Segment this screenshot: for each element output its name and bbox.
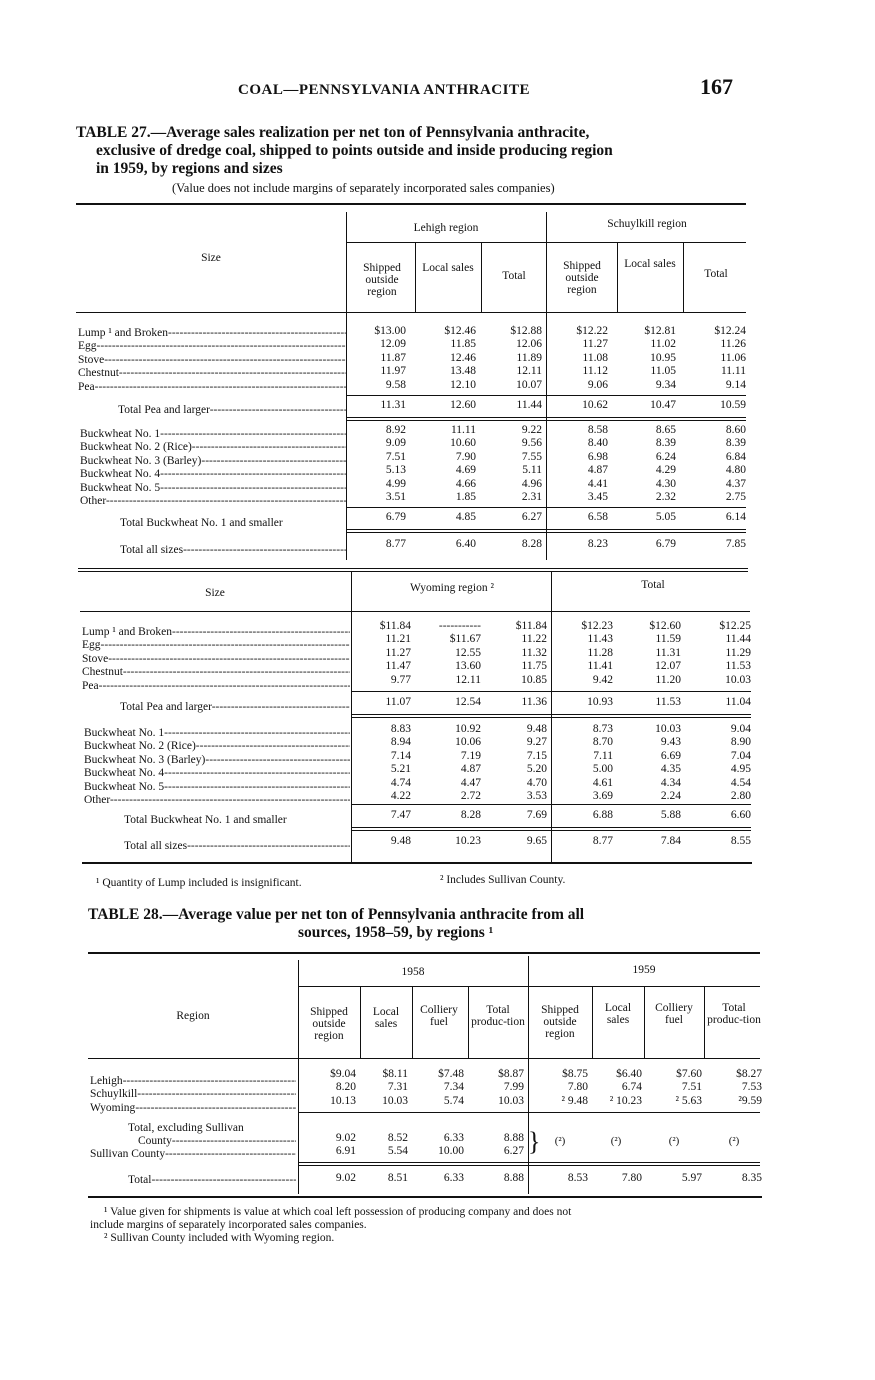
- value-cell: 6.33: [443, 1172, 464, 1184]
- value-cell: 8.65 8.39 6.24 4.29 4.30 2.32: [655, 424, 676, 504]
- row-label-county: County -----: [138, 1135, 296, 1148]
- rule: [415, 243, 416, 312]
- rule: [412, 987, 413, 1058]
- row-label: Lehigh -----: [90, 1075, 296, 1088]
- value-cell: 12.60: [450, 399, 476, 411]
- row-label: Buckwheat No. 2 (Rice) -----: [80, 441, 346, 454]
- row-label: Lump ¹ and Broken -----: [82, 626, 350, 639]
- value-cell: 10.47: [650, 399, 676, 411]
- row-label-excl-sullivan: Total, excluding Sullivan: [128, 1122, 244, 1134]
- value-cell: 10.62: [582, 399, 608, 411]
- rule: [351, 804, 751, 805]
- rule: [592, 987, 593, 1058]
- value-cell: 6.27: [521, 511, 542, 523]
- region-header: Region: [176, 1010, 210, 1022]
- value-cell: 9.48 9.27 7.15 5.20 4.70 3.53: [526, 723, 547, 803]
- value-cell: 6.79: [385, 511, 406, 523]
- rule: [644, 987, 645, 1058]
- value-cell: 10.92 10.06 7.19 4.87 4.47 2.72: [455, 723, 481, 803]
- row-labels: [82, 626, 350, 693]
- value-cell: $12.46 11.85 12.46 13.48 12.10: [444, 325, 476, 391]
- value-cell: 11.31: [380, 399, 406, 411]
- value-cell: 8.88: [503, 1172, 524, 1184]
- value-cell: 8.88 6.27: [503, 1132, 524, 1158]
- value-cell: $8.87 7.99 10.03: [498, 1068, 524, 1107]
- rule: [76, 312, 746, 313]
- table28-footnote1-line1: ¹ Value given for shipments is value at which coal left possession of producing company and does not: [104, 1206, 572, 1218]
- value-cell: 7.47: [390, 809, 411, 821]
- rule: [88, 952, 760, 954]
- value-cell: 9.48: [390, 835, 411, 847]
- value-cell: 7.84: [660, 835, 681, 847]
- rule: [88, 1196, 762, 1198]
- value-cell: 7.85: [725, 538, 746, 550]
- value-cell: 11.36: [521, 696, 547, 708]
- rule: [351, 717, 751, 718]
- rule: [704, 987, 705, 1058]
- value-cell: 8.77: [592, 835, 613, 847]
- row-label: Buckwheat No. 1 -----: [80, 428, 346, 441]
- rule: [528, 956, 529, 1194]
- rule: [76, 203, 746, 205]
- total-header: Total: [641, 579, 665, 591]
- row-label-sullivan: Sullivan County -----: [90, 1148, 296, 1161]
- value-cell: $12.88 12.06 11.89 12.11 10.07: [510, 325, 542, 391]
- value-cell: ----------- $11.67 12.55 13.60 12.11: [438, 620, 481, 686]
- row-label: Pea -----: [82, 680, 350, 693]
- value-cell: $12.22 11.27 11.08 11.12 9.06: [576, 325, 608, 391]
- row-labels: [78, 327, 346, 394]
- value-cell: 6.14: [725, 511, 746, 523]
- value-cell: 6.79: [655, 538, 676, 550]
- rule: [78, 571, 748, 572]
- row-label: Stove -----: [82, 653, 350, 666]
- row-label: Egg -----: [82, 639, 350, 652]
- row-label-total-pea: Total Pea and larger -----: [118, 404, 346, 417]
- row-label-total-all: Total all sizes -----: [120, 544, 346, 557]
- value-cell: $7.60 7.51 ² 5.63: [675, 1068, 702, 1107]
- row-label: Buckwheat No. 3 (Barley) -----: [84, 754, 350, 767]
- row-label: Schuylkill -----: [90, 1088, 296, 1101]
- value-cell: $7.48 7.34 5.74: [438, 1068, 464, 1107]
- value-cell: $11.84 11.22 11.32 11.75 10.85: [515, 620, 547, 686]
- value-cell: $8.11 7.31 10.03: [382, 1068, 408, 1107]
- table27-title-line2: exclusive of dredge coal, shipped to points outside and inside producing region: [96, 142, 613, 159]
- value-cell: 10.59: [720, 399, 746, 411]
- row-label: Other -----: [84, 794, 350, 807]
- rule: [346, 417, 746, 418]
- running-head: COAL—PENNSYLVANIA ANTHRACITE: [238, 82, 530, 98]
- table27-subtitle: (Value does not include margins of separately incorporated sales companies): [172, 181, 555, 195]
- col-header: Total produc-tion: [707, 1002, 761, 1026]
- size-header: Size: [201, 252, 221, 264]
- value-cell: $6.40 6.74 ² 10.23: [609, 1068, 642, 1107]
- value-cell: 6.58: [587, 511, 608, 523]
- row-label: Other -----: [80, 495, 346, 508]
- rule: [346, 529, 746, 530]
- value-cell: 6.88: [592, 809, 613, 821]
- col-header: Total: [502, 270, 526, 282]
- rule: [298, 1112, 760, 1113]
- rule: [346, 420, 746, 421]
- value-cell: (²): [668, 1135, 680, 1147]
- value-cell: 5.97: [681, 1172, 702, 1184]
- table28-title-line2: sources, 1958–59, by regions ¹: [298, 924, 494, 941]
- rule: [346, 242, 746, 243]
- value-cell: 8.55: [730, 835, 751, 847]
- col-header: Local sales: [372, 1006, 400, 1030]
- value-cell: 10.93: [587, 696, 613, 708]
- rule: [298, 1165, 760, 1166]
- row-label: Wyoming -----: [90, 1102, 296, 1115]
- value-cell: $9.04 8.20 10.13: [330, 1068, 356, 1107]
- col-header: Local sales: [624, 258, 676, 270]
- rule: [481, 243, 482, 312]
- table27-footnote1: ¹ Quantity of Lump included is insignificant.: [96, 877, 302, 889]
- value-cell: $13.00 12.09 11.87 11.97 9.58: [374, 325, 406, 391]
- rule: [351, 827, 751, 828]
- value-cell: 11.44: [516, 399, 542, 411]
- rule: [468, 987, 469, 1058]
- value-cell: 8.58 8.40 6.98 4.87 4.41 3.45: [587, 424, 608, 504]
- row-label-total-all: Total all sizes -----: [124, 840, 350, 853]
- row-label: Buckwheat No. 4 -----: [80, 468, 346, 481]
- row-label-total-bw: Total Buckwheat No. 1 and smaller: [124, 814, 287, 826]
- value-cell: 9.02 6.91: [335, 1132, 356, 1158]
- brace: }: [528, 1127, 541, 1156]
- value-cell: 8.23: [587, 538, 608, 550]
- value-cell: 12.54: [455, 696, 481, 708]
- col-header: Shipped outside region: [310, 1006, 348, 1042]
- rule: [78, 568, 748, 569]
- rule: [351, 714, 751, 715]
- row-label-total-pea: Total Pea and larger -----: [120, 701, 350, 714]
- rule: [351, 830, 751, 831]
- rule: [346, 395, 746, 396]
- value-cell: $12.25 11.44 11.29 11.53 10.03: [719, 620, 751, 686]
- value-cell: 7.80: [621, 1172, 642, 1184]
- row-label: Buckwheat No. 1 -----: [84, 727, 350, 740]
- rule: [551, 572, 552, 864]
- value-cell: 8.28: [521, 538, 542, 550]
- col-header: Shipped outside region: [363, 262, 401, 298]
- value-cell: 9.22 9.56 7.55 5.11 4.96 2.31: [521, 424, 542, 504]
- value-cell: 6.60: [730, 809, 751, 821]
- rule: [298, 986, 760, 987]
- row-label-total-bw: Total Buckwheat No. 1 and smaller: [120, 517, 283, 529]
- value-cell: 9.02: [335, 1172, 356, 1184]
- rule: [351, 691, 751, 692]
- table28-footnote2: ² Sullivan County included with Wyoming region.: [104, 1232, 335, 1244]
- col-header: Shipped outside region: [541, 1004, 579, 1040]
- table28-title-line1: TABLE 28.—Average value per net ton of Pennsylvania anthracite from all: [88, 906, 585, 923]
- row-label: Pea -----: [78, 381, 346, 394]
- col-header: Local sales: [422, 262, 474, 274]
- value-cell: 8.73 8.70 7.11 5.00 4.61 3.69: [592, 723, 613, 803]
- col-header: Total produc-tion: [471, 1004, 525, 1028]
- rule: [346, 532, 746, 533]
- value-cell: $12.81 11.02 10.95 11.05 9.34: [644, 325, 676, 391]
- value-cell: (²): [554, 1135, 566, 1147]
- value-cell: $8.27 7.53 ²9.59: [736, 1068, 762, 1107]
- wyoming-region-header: Wyoming region ²: [410, 582, 494, 594]
- value-cell: 10.03 9.43 6.69 4.35 4.34 2.24: [655, 723, 681, 803]
- value-cell: 8.53: [567, 1172, 588, 1184]
- value-cell: 11.04: [725, 696, 751, 708]
- rule: [617, 243, 618, 312]
- value-cell: 9.04 8.90 7.04 4.95 4.54 2.80: [730, 723, 751, 803]
- value-cell: 5.05: [655, 511, 676, 523]
- value-cell: 9.65: [526, 835, 547, 847]
- value-cell: 7.69: [526, 809, 547, 821]
- row-label: Buckwheat No. 5 -----: [80, 482, 346, 495]
- value-cell: 6.40: [455, 538, 476, 550]
- value-cell: (²): [610, 1135, 622, 1147]
- row-label: Buckwheat No. 5 -----: [84, 781, 350, 794]
- value-cell: 8.92 9.09 7.51 5.13 4.99 3.51: [385, 424, 406, 504]
- value-cell: $11.84 11.21 11.27 11.47 9.77: [379, 620, 411, 686]
- table27-footnote2: ² Includes Sullivan County.: [440, 874, 566, 886]
- table27-title-line3: in 1959, by regions and sizes: [96, 160, 283, 177]
- row-label-total: Total -----: [128, 1174, 296, 1187]
- col-header: Local sales: [604, 1002, 632, 1026]
- year-1959-header: 1959: [632, 964, 656, 976]
- row-label: Buckwheat No. 2 (Rice) -----: [84, 740, 350, 753]
- col-header: Colliery fuel: [655, 1002, 693, 1026]
- value-cell: 4.85: [455, 511, 476, 523]
- value-cell: 8.83 8.94 7.14 5.21 4.74 4.22: [390, 723, 411, 803]
- page-number: 167: [700, 74, 733, 99]
- row-label: Chestnut -----: [78, 367, 346, 380]
- value-cell: 8.52 5.54: [387, 1132, 408, 1158]
- value-cell: 8.28: [460, 809, 481, 821]
- row-label: Stove -----: [78, 354, 346, 367]
- value-cell: 6.33 10.00: [438, 1132, 464, 1158]
- rule: [298, 1162, 760, 1163]
- row-label: Buckwheat No. 3 (Barley) -----: [80, 455, 346, 468]
- size-header: Size: [205, 587, 225, 599]
- row-labels: [84, 727, 350, 807]
- value-cell: 10.23: [455, 835, 481, 847]
- rule: [80, 611, 750, 612]
- value-cell: 11.53: [655, 696, 681, 708]
- rule: [82, 862, 752, 864]
- value-cell: 8.35: [741, 1172, 762, 1184]
- rule: [683, 243, 684, 312]
- row-label: Lump ¹ and Broken -----: [78, 327, 346, 340]
- row-label: Chestnut -----: [82, 666, 350, 679]
- value-cell: $12.60 11.59 11.31 12.07 11.20: [649, 620, 681, 686]
- schuylkill-region-header: Schuylkill region: [607, 218, 687, 230]
- value-cell: 8.60 8.39 6.84 4.80 4.37 2.75: [725, 424, 746, 504]
- value-cell: 8.77: [385, 538, 406, 550]
- year-1958-header: 1958: [401, 966, 425, 978]
- row-label: Buckwheat No. 4 -----: [84, 767, 350, 780]
- value-cell: $8.75 7.80 ² 9.48: [561, 1068, 588, 1107]
- value-cell: 5.88: [660, 809, 681, 821]
- rule: [346, 507, 746, 508]
- col-header: Shipped outside region: [563, 260, 601, 296]
- rule: [360, 987, 361, 1058]
- value-cell: $12.24 11.26 11.06 11.11 9.14: [714, 325, 746, 391]
- lehigh-region-header: Lehigh region: [413, 222, 479, 234]
- table27-title-line1: TABLE 27.—Average sales realization per net ton of Pennsylvania anthracite,: [76, 124, 590, 141]
- col-header: Total: [704, 268, 728, 280]
- col-header: Colliery fuel: [420, 1004, 458, 1028]
- rule: [88, 1058, 760, 1059]
- row-labels: [80, 428, 346, 508]
- value-cell: $12.23 11.43 11.28 11.41 9.42: [581, 620, 613, 686]
- value-cell: 11.07: [385, 696, 411, 708]
- value-cell: 11.11 10.60 7.90 4.69 4.66 1.85: [450, 424, 476, 504]
- row-labels: [90, 1075, 296, 1115]
- value-cell: (²): [728, 1135, 740, 1147]
- row-label: Egg -----: [78, 340, 346, 353]
- table28-footnote1-line2: include margins of separately incorporated sales companies.: [90, 1219, 367, 1231]
- value-cell: 8.51: [387, 1172, 408, 1184]
